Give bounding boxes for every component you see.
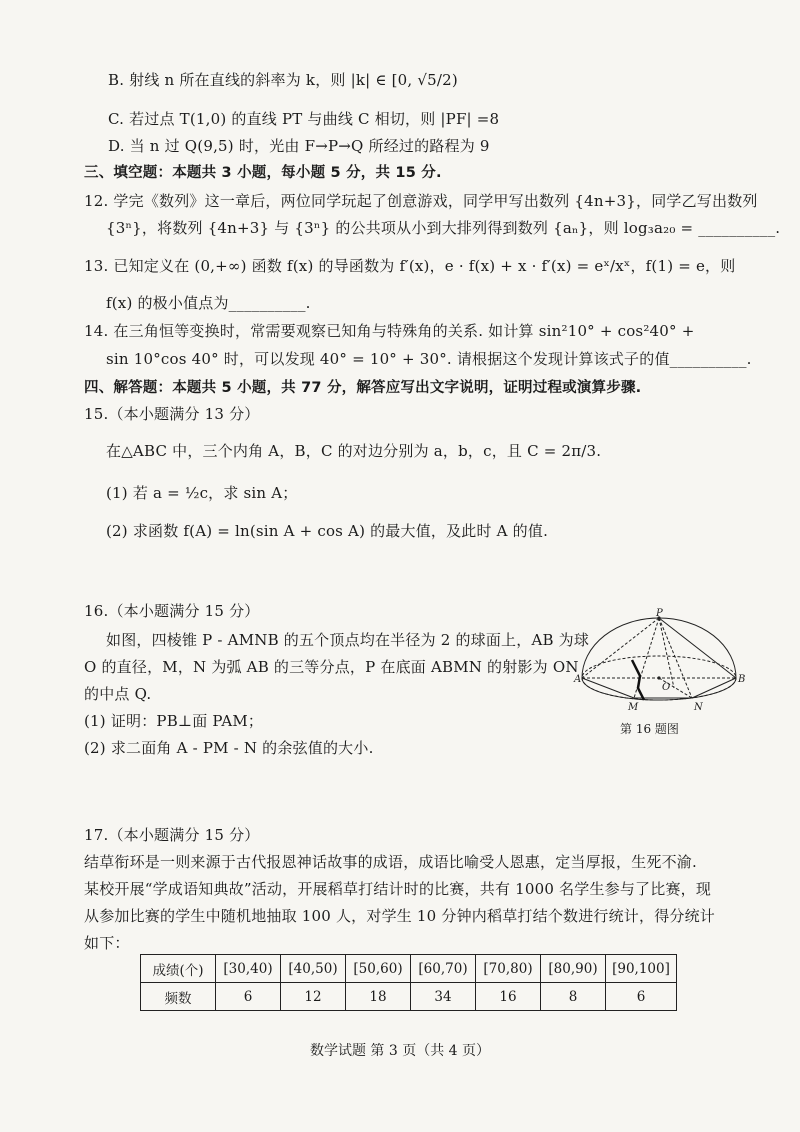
option-c: C. 若过点 T(1,0) 的直线 PT 与曲线 C 相切，则 |PF| =8 bbox=[108, 110, 500, 128]
q17-line1: 结草衔环是一则来源于古代报恩神话故事的成语，成语比喻受人恩惠，定当厚报，生死不渝. bbox=[84, 853, 697, 871]
label-o: O bbox=[662, 682, 671, 693]
table-cell: 6 bbox=[216, 983, 281, 1011]
table-cell: 成绩(个) bbox=[141, 955, 216, 983]
q17-line4: 如下： bbox=[84, 934, 130, 952]
q12-line1: 12. 学完《数列》这一章后，两位同学玩起了创意游戏，同学甲写出数列 {4n+3}，同学乙写出数列 bbox=[84, 192, 758, 210]
q16-stem-line3: 的中点 Q. bbox=[84, 685, 152, 703]
q15-part2: (2) 求函数 f(A) = ln(sin A + cos A) 的最大值，及此时 A 的值. bbox=[106, 522, 549, 540]
q15-header: 15.（本小题满分 13 分） bbox=[84, 405, 260, 423]
figure-caption: 第 16 题图 bbox=[620, 722, 679, 736]
label-n: N bbox=[694, 702, 703, 713]
table-cell: [80,90) bbox=[541, 955, 606, 983]
table-cell: 频数 bbox=[141, 983, 216, 1011]
q14-line2: sin 10°cos 40° 时，可以发现 40° = 10° + 30°. 请根据这个发现计算该式子的值__________. bbox=[106, 350, 752, 368]
option-b: B. 射线 n 所在直线的斜率为 k，则 |k| ∈ [0, √5/2) bbox=[108, 71, 458, 89]
score-frequency-table bbox=[140, 954, 677, 1011]
q16-part2: (2) 求二面角 A - PM - N 的余弦值的大小. bbox=[84, 739, 374, 757]
q15-part1: (1) 若 a = ½c，求 sin A； bbox=[106, 484, 298, 502]
table-cell: [70,80) bbox=[476, 955, 541, 983]
option-d: D. 当 n 过 Q(9,5) 时，光由 F→P→Q 所经过的路程为 9 bbox=[108, 137, 490, 155]
q13-line1: 13. 已知定义在 (0,+∞) 函数 f(x) 的导函数为 f′(x)，e · f(x) + x · f′(x) = eˣ/xˣ，f(1) = e，则 bbox=[84, 257, 736, 275]
q16-stem-line2: O 的直径，M，N 为弧 AB 的三等分点，P 在底面 ABMN 的射影为 ON bbox=[84, 658, 579, 676]
table-cell: [90,100] bbox=[606, 955, 677, 983]
label-p: P bbox=[656, 608, 663, 619]
table-cell: 34 bbox=[411, 983, 476, 1011]
q16-part1: (1) 证明：PB⊥面 PAM； bbox=[84, 712, 264, 730]
q14-line1: 14. 在三角恒等变换时，常需要观察已知角与特殊角的关系. 如计算 sin²10° + cos²40° + bbox=[84, 322, 695, 340]
table-header-row bbox=[141, 955, 677, 983]
q12-line2: {3ⁿ}，将数列 {4n+3} 与 {3ⁿ} 的公共项从小到大排列得到数列 {aₙ}，则 log₃a₂₀ = __________. bbox=[106, 219, 781, 237]
section-fill-blank-heading: 三、填空题：本题共 3 小题，每小题 5 分，共 15 分. bbox=[84, 165, 442, 181]
table-cell: 16 bbox=[476, 983, 541, 1011]
table-cell: [50,60) bbox=[346, 955, 411, 983]
section-answer-heading: 四、解答题：本题共 5 小题，共 77 分，解答应写出文字说明，证明过程或演算步骤. bbox=[84, 380, 642, 396]
q15-stem: 在△ABC 中，三个内角 A，B，C 的对边分别为 a，b，c，且 C = 2π/3. bbox=[106, 442, 602, 460]
label-m: M bbox=[628, 702, 639, 713]
label-a: A bbox=[574, 674, 582, 685]
table-cell: 12 bbox=[281, 983, 346, 1011]
label-b: B bbox=[738, 674, 746, 685]
table-cell: [60,70) bbox=[411, 955, 476, 983]
table-cell: [30,40) bbox=[216, 955, 281, 983]
q16-stem-line1: 如图，四棱锥 P - AMNB 的五个顶点均在半径为 2 的球面上，AB 为球 bbox=[106, 631, 590, 649]
table-row bbox=[141, 983, 677, 1011]
page-footer: 数学试题 第 3 页（共 4 页） bbox=[309, 1043, 491, 1059]
table-cell: 6 bbox=[606, 983, 677, 1011]
q17-line2: 某校开展“学成语知典故”活动，开展稻草打结计时的比赛，共有 1000 名学生参与了比赛，现 bbox=[84, 880, 712, 898]
q17-header: 17.（本小题满分 15 分） bbox=[84, 826, 260, 844]
q17-line3: 从参加比赛的学生中随机地抽取 100 人，对学生 10 分钟内稻草打结个数进行统计，得分统计 bbox=[84, 907, 715, 925]
table-cell: 18 bbox=[346, 983, 411, 1011]
q16-header: 16.（本小题满分 15 分） bbox=[84, 602, 260, 620]
table-cell: 8 bbox=[541, 983, 606, 1011]
q13-line2: f(x) 的极小值点为__________. bbox=[106, 294, 311, 312]
table-cell: [40,50) bbox=[281, 955, 346, 983]
